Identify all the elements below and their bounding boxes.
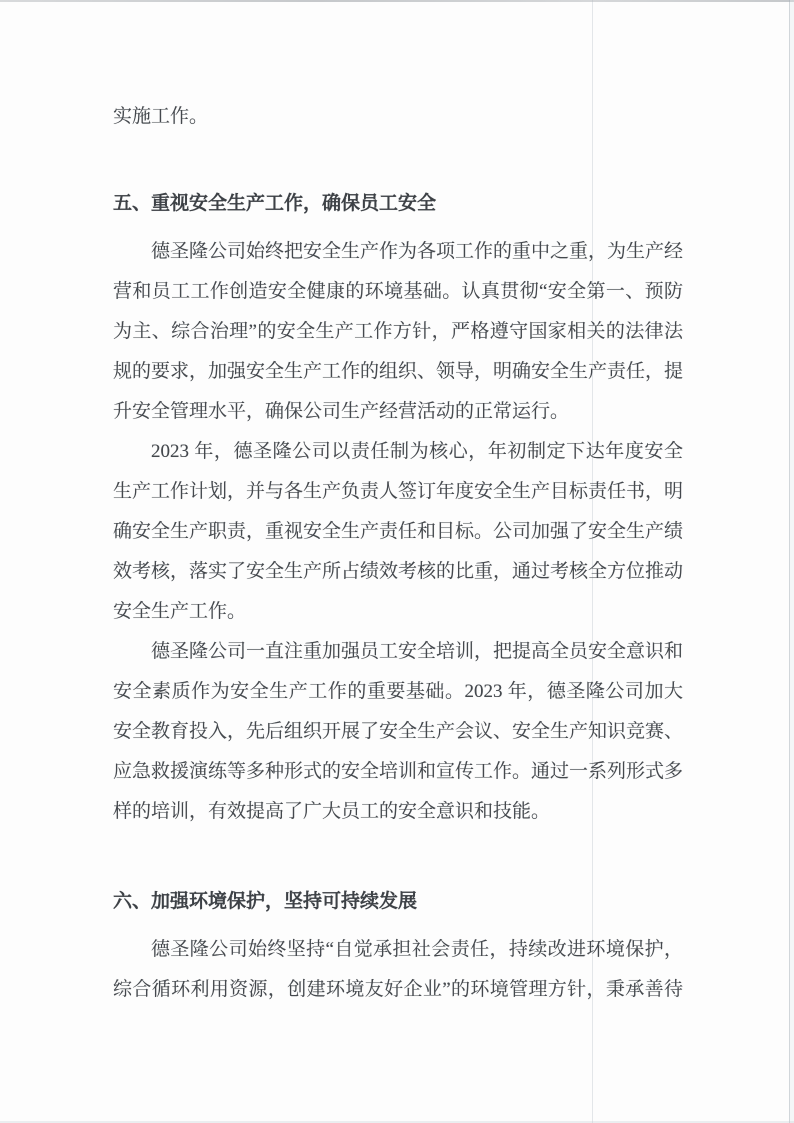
paragraph-line: 安全素质作为安全生产工作的重要基础。2023 年，德圣隆公司加大 — [113, 681, 683, 702]
paragraph-line: 营和员工工作创造安全健康的环境基础。认真贯彻“安全第一、预防 — [113, 281, 683, 302]
paragraph-line: 生产工作计划，并与各生产负责人签订年度安全生产目标责任书，明 — [113, 481, 683, 502]
paragraph-line: 德圣隆公司一直注重加强员工安全培训，把提高全员安全意识和 — [151, 641, 683, 662]
paragraph-line: 升安全管理水平，确保公司生产经营活动的正常运行。 — [113, 401, 570, 422]
paragraph-line: 确安全生产职责，重视安全生产责任和目标。公司加强了安全生产绩 — [113, 521, 683, 542]
section-heading-5: 五、重视安全生产工作，确保员工安全 — [113, 193, 437, 214]
paragraph-line: 样的培训，有效提高了广大员工的安全意识和技能。 — [113, 801, 551, 822]
scan-top-edge-artifact — [0, 0, 794, 2]
paragraph — [113, 632, 683, 832]
paragraph-line: 德圣隆公司始终坚持“自觉承担社会责任，持续改进环境保护， — [151, 939, 683, 960]
paragraph — [113, 432, 683, 632]
paragraph-line: 安全教育投入，先后组织开展了安全生产会议、安全生产知识竞赛、 — [113, 721, 683, 742]
paragraph — [113, 232, 683, 432]
document-text-block — [113, 97, 683, 1010]
paragraph — [113, 930, 683, 1010]
section-heading-6: 六、加强环境保护，坚持可持续发展 — [113, 891, 418, 912]
paragraph-line: 规的要求，加强安全生产工作的组织、领导，明确安全生产责任，提 — [113, 361, 683, 382]
carryover-paragraph-line: 实施工作。 — [113, 106, 209, 127]
paragraph-line: 安全生产工作。 — [113, 601, 247, 622]
paragraph-line: 应急救援演练等多种形式的安全培训和宣传工作。通过一系列形式多 — [113, 761, 683, 782]
scan-right-edge-line — [789, 0, 790, 1123]
paragraph-line: 2023 年，德圣隆公司以责任制为核心，年初制定下达年度安全 — [151, 441, 683, 462]
paragraph-line: 德圣隆公司始终把安全生产作为各项工作的重中之重，为生产经 — [151, 241, 683, 262]
scan-right-edge-band — [790, 0, 794, 1123]
paragraph-line: 为主、综合治理”的安全生产工作方针，严格遵守国家相关的法律法 — [113, 321, 683, 342]
paragraph-line: 综合循环利用资源，创建环境友好企业”的环境管理方针，秉承善待 — [113, 979, 683, 1000]
paragraph-line: 效考核，落实了安全生产所占绩效考核的比重，通过考核全方位推动 — [113, 561, 683, 582]
